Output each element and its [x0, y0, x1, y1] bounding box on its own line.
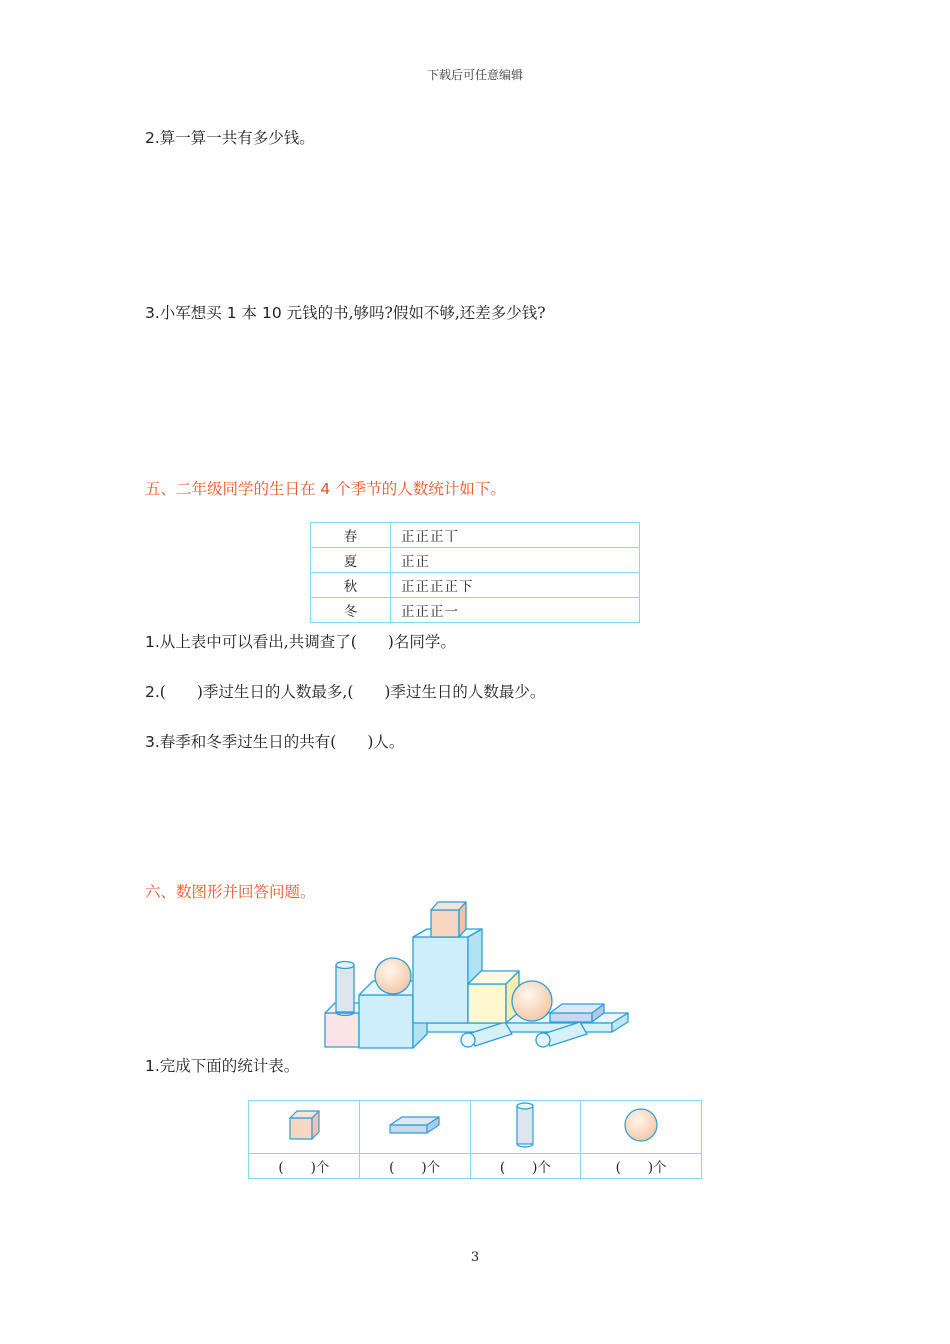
table-row	[311, 598, 640, 623]
shape-cell	[249, 1101, 360, 1154]
shape-cell	[359, 1101, 470, 1154]
question-text: 完成下面的统计表。	[159, 1057, 300, 1075]
season-cell: 秋	[311, 573, 391, 598]
table-row	[249, 1101, 702, 1154]
page-number: 3	[470, 1250, 480, 1265]
tally-marks-cell: 正正	[391, 548, 640, 573]
season-cell: 冬	[311, 598, 391, 623]
table-row	[249, 1154, 702, 1179]
number: 10	[261, 304, 282, 322]
shape-cell	[470, 1101, 581, 1154]
s5-question-3	[145, 730, 404, 752]
question-number: 2.	[145, 129, 160, 147]
question-number: 1.	[145, 1057, 160, 1075]
s5-question-1	[145, 630, 456, 652]
s6-question-1	[145, 1054, 299, 1076]
cuboid-icon	[387, 1113, 443, 1137]
section-5-title: 五、二年级同学的生日在 4 个季节的人数统计如下。	[145, 480, 506, 498]
sphere-shape	[512, 981, 552, 1021]
question-number: 3.	[145, 304, 160, 322]
question-text: 算一算一共有多少钱。	[159, 129, 315, 147]
shapes-illustration	[318, 895, 630, 1050]
answer-cell: ( )个	[581, 1154, 702, 1179]
cube-icon	[284, 1105, 324, 1145]
cylinder-icon	[514, 1101, 536, 1149]
question-text: 本	[236, 304, 262, 322]
tally-marks-cell: 正正正丅	[391, 523, 640, 548]
table-row	[311, 548, 640, 573]
s5-question-2	[145, 680, 545, 702]
shape-count-table	[248, 1100, 702, 1179]
cube-shape	[431, 902, 466, 937]
question-number: 3.	[145, 733, 160, 751]
tally-marks-cell: 正正正正下	[391, 573, 640, 598]
question-3	[145, 301, 546, 323]
question-text: 春季和冬季过生日的共有( )人。	[159, 733, 405, 751]
shape-cell	[581, 1101, 702, 1154]
tally-table	[310, 522, 640, 623]
season-cell: 夏	[311, 548, 391, 573]
table-row	[311, 523, 640, 548]
question-text: 小军想买	[159, 304, 227, 322]
answer-cell: ( )个	[249, 1154, 360, 1179]
season-cell: 春	[311, 523, 391, 548]
table-row	[311, 573, 640, 598]
question-number: 1.	[145, 633, 160, 651]
page-header: 下载后可任意编辑	[426, 68, 523, 82]
question-text: 从上表中可以看出,共调查了( )名同学。	[159, 633, 456, 651]
answer-cell: ( )个	[359, 1154, 470, 1179]
number: 1	[226, 304, 237, 322]
cube-shape	[468, 971, 519, 1023]
section-6-title: 六、数图形并回答问题。	[145, 883, 316, 901]
answer-cell: ( )个	[470, 1154, 581, 1179]
sphere-shape	[375, 958, 411, 994]
cuboid-shape	[550, 1004, 604, 1022]
cylinder-shape	[336, 962, 354, 1016]
question-text: 元钱的书,够吗?假如不够,还差多少钱?	[281, 304, 546, 322]
tally-marks-cell: 正正正一	[391, 598, 640, 623]
sphere-icon	[622, 1106, 660, 1144]
question-text: ( )季过生日的人数最多,( )季过生日的人数最少。	[159, 683, 546, 701]
question-2	[145, 126, 315, 148]
question-number: 2.	[145, 683, 160, 701]
